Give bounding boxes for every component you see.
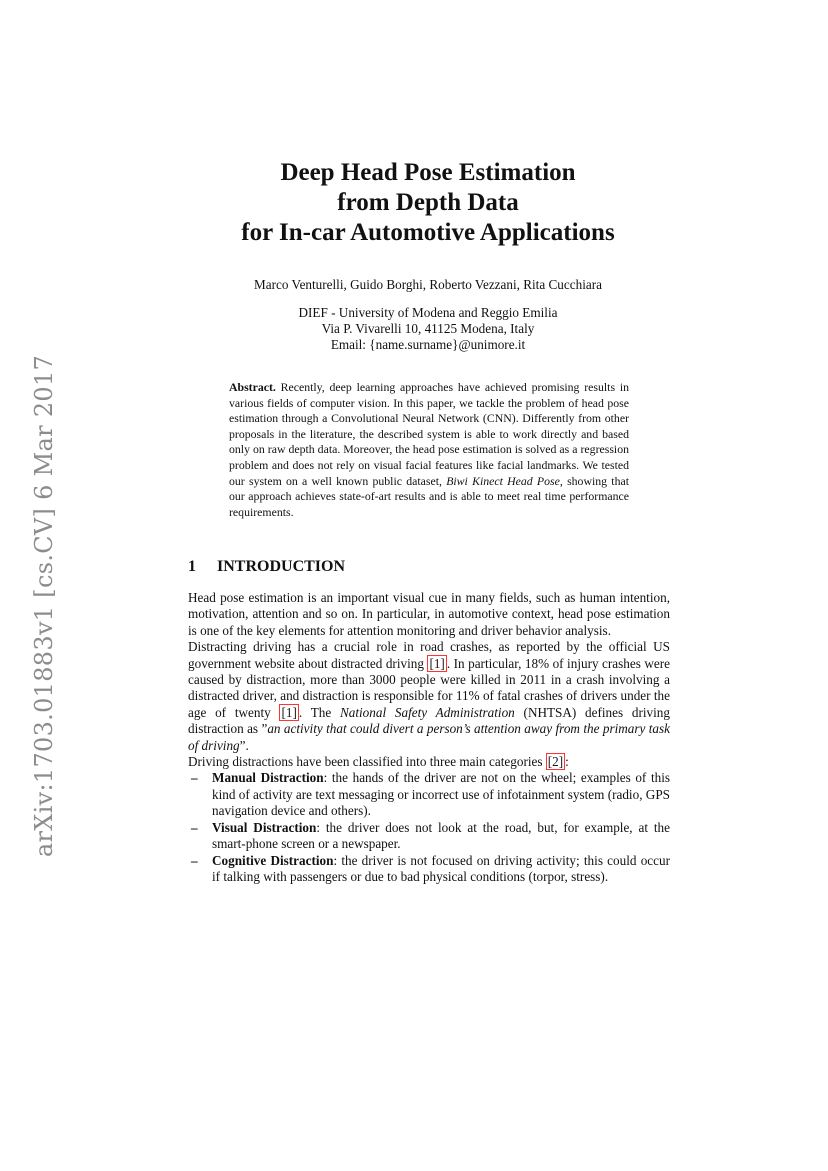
citation-link-2[interactable]: [2] xyxy=(547,754,564,770)
p2-text-b: . In particular, 18% of injury crashes were caused by distraction, more than 3000 people were killed in 2011 in a crash involving a distracted driver, and distraction is responsible for 11% of fatal crashes of drivers under the age of twenty xyxy=(188,655,670,720)
bullet-term: Visual Distraction xyxy=(212,819,317,835)
p2-text-a: Distracting driving has a crucial role in road crashes, as reported by the official US government website about distracted driving xyxy=(188,639,670,671)
author-list: Marco Venturelli, Guido Borghi, Roberto Vezzani, Rita Cucchiara xyxy=(254,277,602,292)
bullet-text: : the driver does not look at the road, but, for example, at the smart-phone screen or a newspaper. xyxy=(212,819,670,852)
bullet-text: : the driver is not focused on driving activity; this could occur if talking with passengers or due to bad physical conditions (torpor, stress). xyxy=(212,852,670,884)
list-item xyxy=(188,770,670,819)
p2-text-c: . The xyxy=(298,704,340,720)
dash-bullet: – xyxy=(191,852,198,868)
p2-organization: National Safety Administration xyxy=(339,704,515,720)
bullet-term: Cognitive Distraction xyxy=(212,852,334,868)
citation-link-1[interactable]: [1] xyxy=(429,655,445,671)
bullet-text: : the hands of the driver are not on the wheel; examples of this kind of activity are text messaging or incorrect use of infotainment system (radio, GPS navigation device and others). xyxy=(212,770,670,819)
p3-text-a: Driving distractions have been classified into three main categories xyxy=(188,754,546,770)
arxiv-sidebar xyxy=(30,354,58,858)
distraction-list xyxy=(188,770,670,885)
bullet-term: Manual Distraction xyxy=(212,770,324,786)
abstract-text-b: , showing that our approach achieves state-of-art results and is able to meet real time performance requirements. xyxy=(229,473,629,519)
section-title: INTRODUCTION xyxy=(217,558,346,575)
paper-title xyxy=(160,158,696,248)
abstract-label: Abstract. xyxy=(229,380,276,394)
introduction-body xyxy=(188,590,670,885)
p3-text-b: : xyxy=(565,754,569,770)
list-item xyxy=(188,820,670,853)
title-line-2: from Depth Data xyxy=(337,189,519,216)
affiliation-email: Email: {name.surname}@unimore.it xyxy=(330,337,526,352)
title-line-3: for In-car Automotive Applications xyxy=(241,219,615,246)
dash-bullet: – xyxy=(191,819,198,835)
p2-text-e: ”. xyxy=(239,737,249,753)
intro-paragraph-3 xyxy=(188,754,670,770)
dash-bullet: – xyxy=(191,770,198,786)
title-line-1: Deep Head Pose Estimation xyxy=(280,159,576,186)
intro-paragraph-1: Head pose estimation is an important visual cue in many fields, such as human intention, motivation, attention and so on. In particular, in automotive context, head pose estimation is one of the key elements for attention monitoring and driver behavior analysis. xyxy=(188,590,670,638)
p2-quote: an activity that could divert a person’s attention away from the primary task of driving xyxy=(188,721,670,753)
section-heading xyxy=(188,558,345,576)
affiliation-address: Via P. Vivarelli 10, 41125 Modena, Italy xyxy=(321,321,535,336)
list-item xyxy=(188,853,670,886)
abstract xyxy=(229,380,629,520)
citation-link-1b[interactable]: [1] xyxy=(281,704,297,720)
p2-text-d: (NHTSA) defines driving distraction as ” xyxy=(188,704,670,737)
arxiv-identifier: arXiv:1703.01883v1 [cs.CV] 6 Mar 2017 xyxy=(30,354,58,858)
affiliation-department: DIEF - University of Modena and Reggio Emilia xyxy=(298,305,558,320)
section-number: 1 xyxy=(188,558,196,575)
abstract-dataset-name: Biwi Kinect Head Pose xyxy=(446,473,560,488)
abstract-text-a: Recently, deep learning approaches have achieved promising results in various fields of computer vision. In this paper, we tackle the problem of head pose estimation through a Convolutional Neural Network (CNN). Differently from other proposals in the literature, the described system is able to work directly and based only on raw depth data. Moreover, the head pose estimation is solved as a regression problem and does not rely on visual facial features like facial landmarks. We tested our system on a well known public dataset, xyxy=(229,380,629,488)
affiliation xyxy=(160,305,696,353)
intro-paragraph-2 xyxy=(188,639,670,754)
